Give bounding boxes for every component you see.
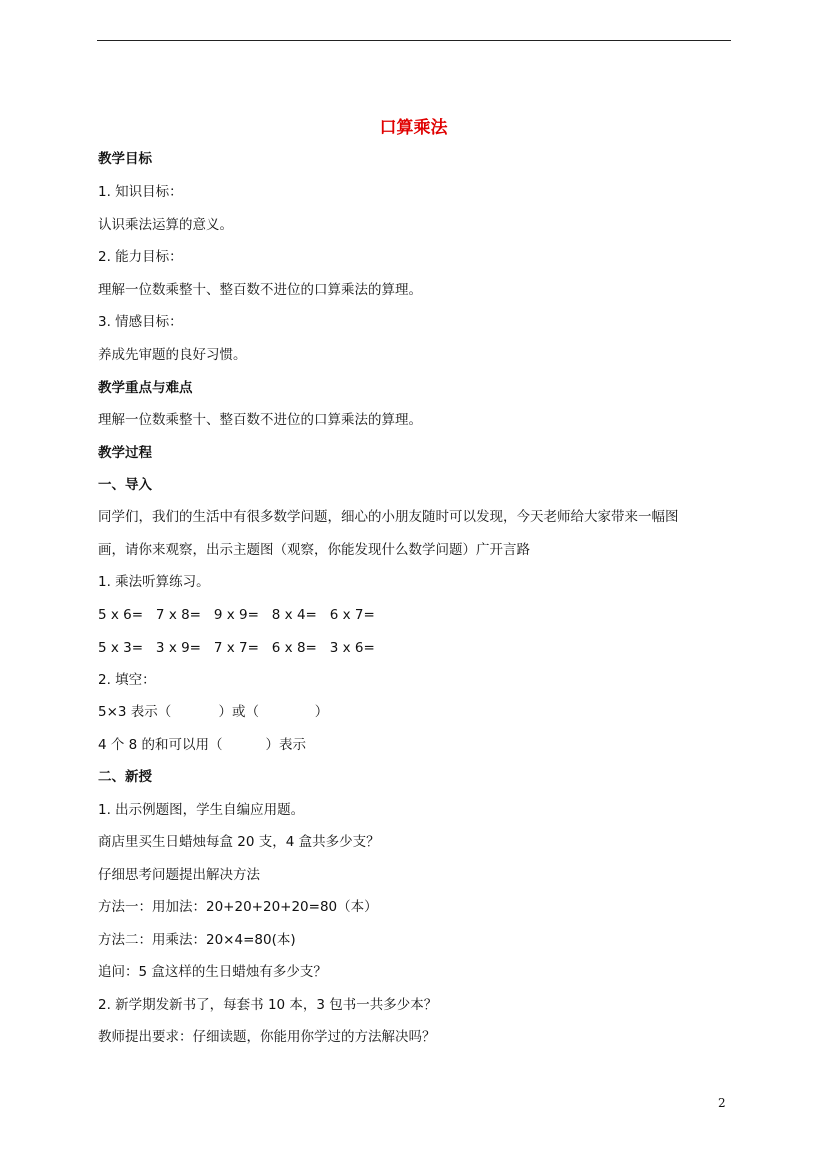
header-rule	[97, 40, 731, 41]
text-line: 1. 出示例题图，学生自编应用题。	[98, 802, 305, 818]
text-line: 理解一位数乘整十、整百数不进位的口算乘法的算理。	[98, 282, 422, 298]
text-line: 2. 能力目标：	[98, 249, 183, 265]
section-heading: 教学过程	[98, 445, 152, 461]
text-line: 3. 情感目标：	[98, 314, 183, 330]
text-line: 画，请你来观察，出示主题图（观察，你能发现什么数学问题）广开言路	[98, 542, 530, 558]
section-heading: 教学重点与难点	[98, 380, 193, 396]
page-number: 2	[718, 1096, 726, 1110]
text-line: 5×3 表示（ ）或（ ）	[98, 704, 329, 720]
text-line: 教师提出要求：仔细读题，你能用你学过的方法解决吗？	[98, 1029, 436, 1045]
text-line: 2. 填空：	[98, 672, 156, 688]
text-line: 认识乘法运算的意义。	[98, 217, 233, 233]
text-line: 理解一位数乘整十、整百数不进位的口算乘法的算理。	[98, 412, 422, 428]
text-line: 方法一：用加法：20+20+20+20=80（本）	[98, 899, 378, 915]
text-line: 1. 乘法听算练习。	[98, 574, 210, 590]
text-line: 1. 知识目标：	[98, 184, 183, 200]
section-heading: 教学目标	[98, 151, 152, 167]
text-line: 5 x 6= 7 x 8= 9 x 9= 8 x 4= 6 x 7=	[98, 607, 375, 623]
text-line: 同学们，我们的生活中有很多数学问题，细心的小朋友随时可以发现，今天老师给大家带来一幅图	[98, 509, 679, 525]
text-line: 5 x 3= 3 x 9= 7 x 7= 6 x 8= 3 x 6=	[98, 640, 375, 656]
text-line: 仔细思考问题提出解决方法	[98, 867, 260, 883]
section-heading: 二、新授	[98, 769, 152, 785]
text-line: 追问：5 盒这样的生日蜡烛有多少支？	[98, 964, 327, 980]
text-line: 4 个 8 的和可以用（ ）表示	[98, 737, 306, 753]
text-line: 商店里买生日蜡烛每盒 20 支，4 盒共多少支？	[98, 834, 380, 850]
text-line: 养成先审题的良好习惯。	[98, 347, 247, 363]
text-line: 2. 新学期发新书了，每套书 10 本，3 包书一共多少本？	[98, 997, 438, 1013]
text-line: 方法二：用乘法：20×4=80(本)	[98, 932, 296, 948]
section-heading: 一、导入	[98, 477, 152, 493]
page-title: 口算乘法	[379, 118, 448, 138]
